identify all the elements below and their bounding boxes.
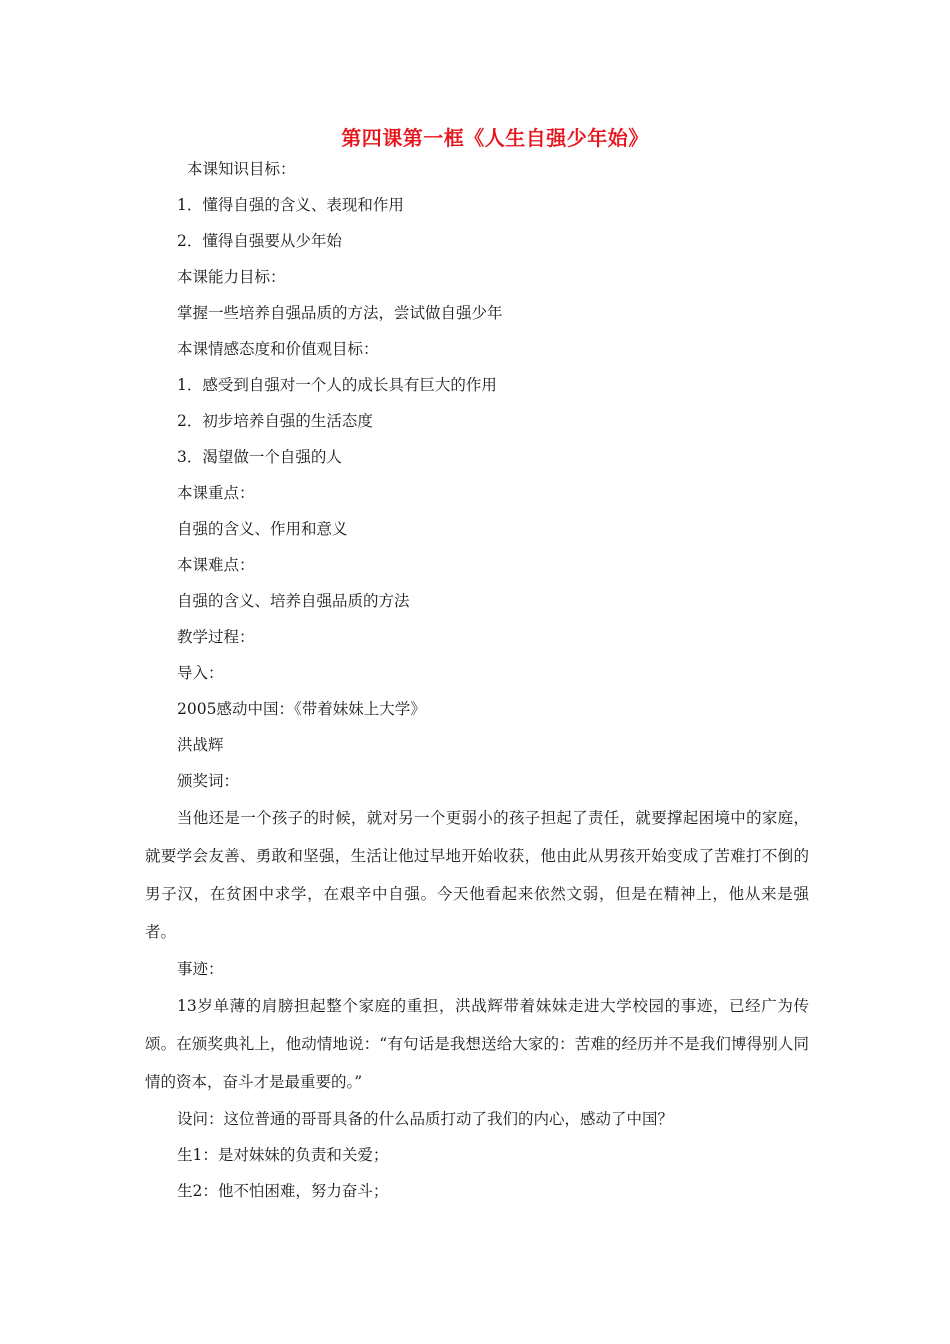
text-line: 事迹：	[177, 960, 224, 978]
text-line: 本课难点：	[177, 556, 255, 574]
text-line: 2．懂得自强要从少年始	[177, 232, 342, 250]
text-line: 1．懂得自强的含义、表现和作用	[177, 196, 404, 214]
text-line: 自强的含义、培养自强品质的方法	[177, 592, 410, 610]
text-line: 本课情感态度和价值观目标：	[177, 340, 379, 358]
text-line: 生1：是对妹妹的负责和关爱；	[177, 1146, 389, 1164]
text-line: 自强的含义、作用和意义	[177, 520, 348, 538]
text-line: 1．感受到自强对一个人的成长具有巨大的作用	[177, 376, 497, 394]
text-line: 教学过程：	[177, 628, 255, 646]
text-line: 2005感动中国：《带着妹妹上大学》	[177, 700, 426, 718]
text-line: 2．初步培养自强的生活态度	[177, 412, 373, 430]
document-title: 第四课第一框《人生自强少年始》	[341, 126, 649, 150]
text-line: 掌握一些培养自强品质的方法，尝试做自强少年	[177, 304, 503, 322]
text-line: 本课重点：	[177, 484, 255, 502]
text-line: 生2：他不怕困难，努力奋斗；	[177, 1182, 389, 1200]
award-paragraph: 当他还是一个孩子的时候，就对另一个更弱小的孩子担起了责任，就要撑起困境中的家庭，就要学会友善、勇敢和坚强，生活让他过早地开始收获，他由此从男孩开始变成了苦难打不倒的男子汉，在贫困中求学，在艰辛中自强。今天他看起来依然文弱，但是在精神上，他从来是强者。	[145, 809, 809, 941]
deeds-paragraph: 13岁单薄的肩膀担起整个家庭的重担，洪战辉带着妹妹走进大学校园的事迹，已经广为传颂。在颁奖典礼上，他动情地说：“有句话是我想送给大家的：苦难的经历并不是我们博得别人同情的资本，奋斗才是最重要的。”	[145, 997, 809, 1091]
text-line: 颁奖词：	[177, 772, 240, 790]
text-line: 设问：这位普通的哥哥具备的什么品质打动了我们的内心，感动了中国？	[177, 1110, 674, 1128]
text-line: 洪战辉	[177, 736, 224, 754]
text-line: 导入：	[177, 664, 224, 682]
text-line: 本课能力目标：	[177, 268, 286, 286]
text-line: 3．渴望做一个自强的人	[177, 448, 342, 466]
document-body	[145, 151, 809, 1209]
text-line: 本课知识目标：	[187, 160, 296, 178]
